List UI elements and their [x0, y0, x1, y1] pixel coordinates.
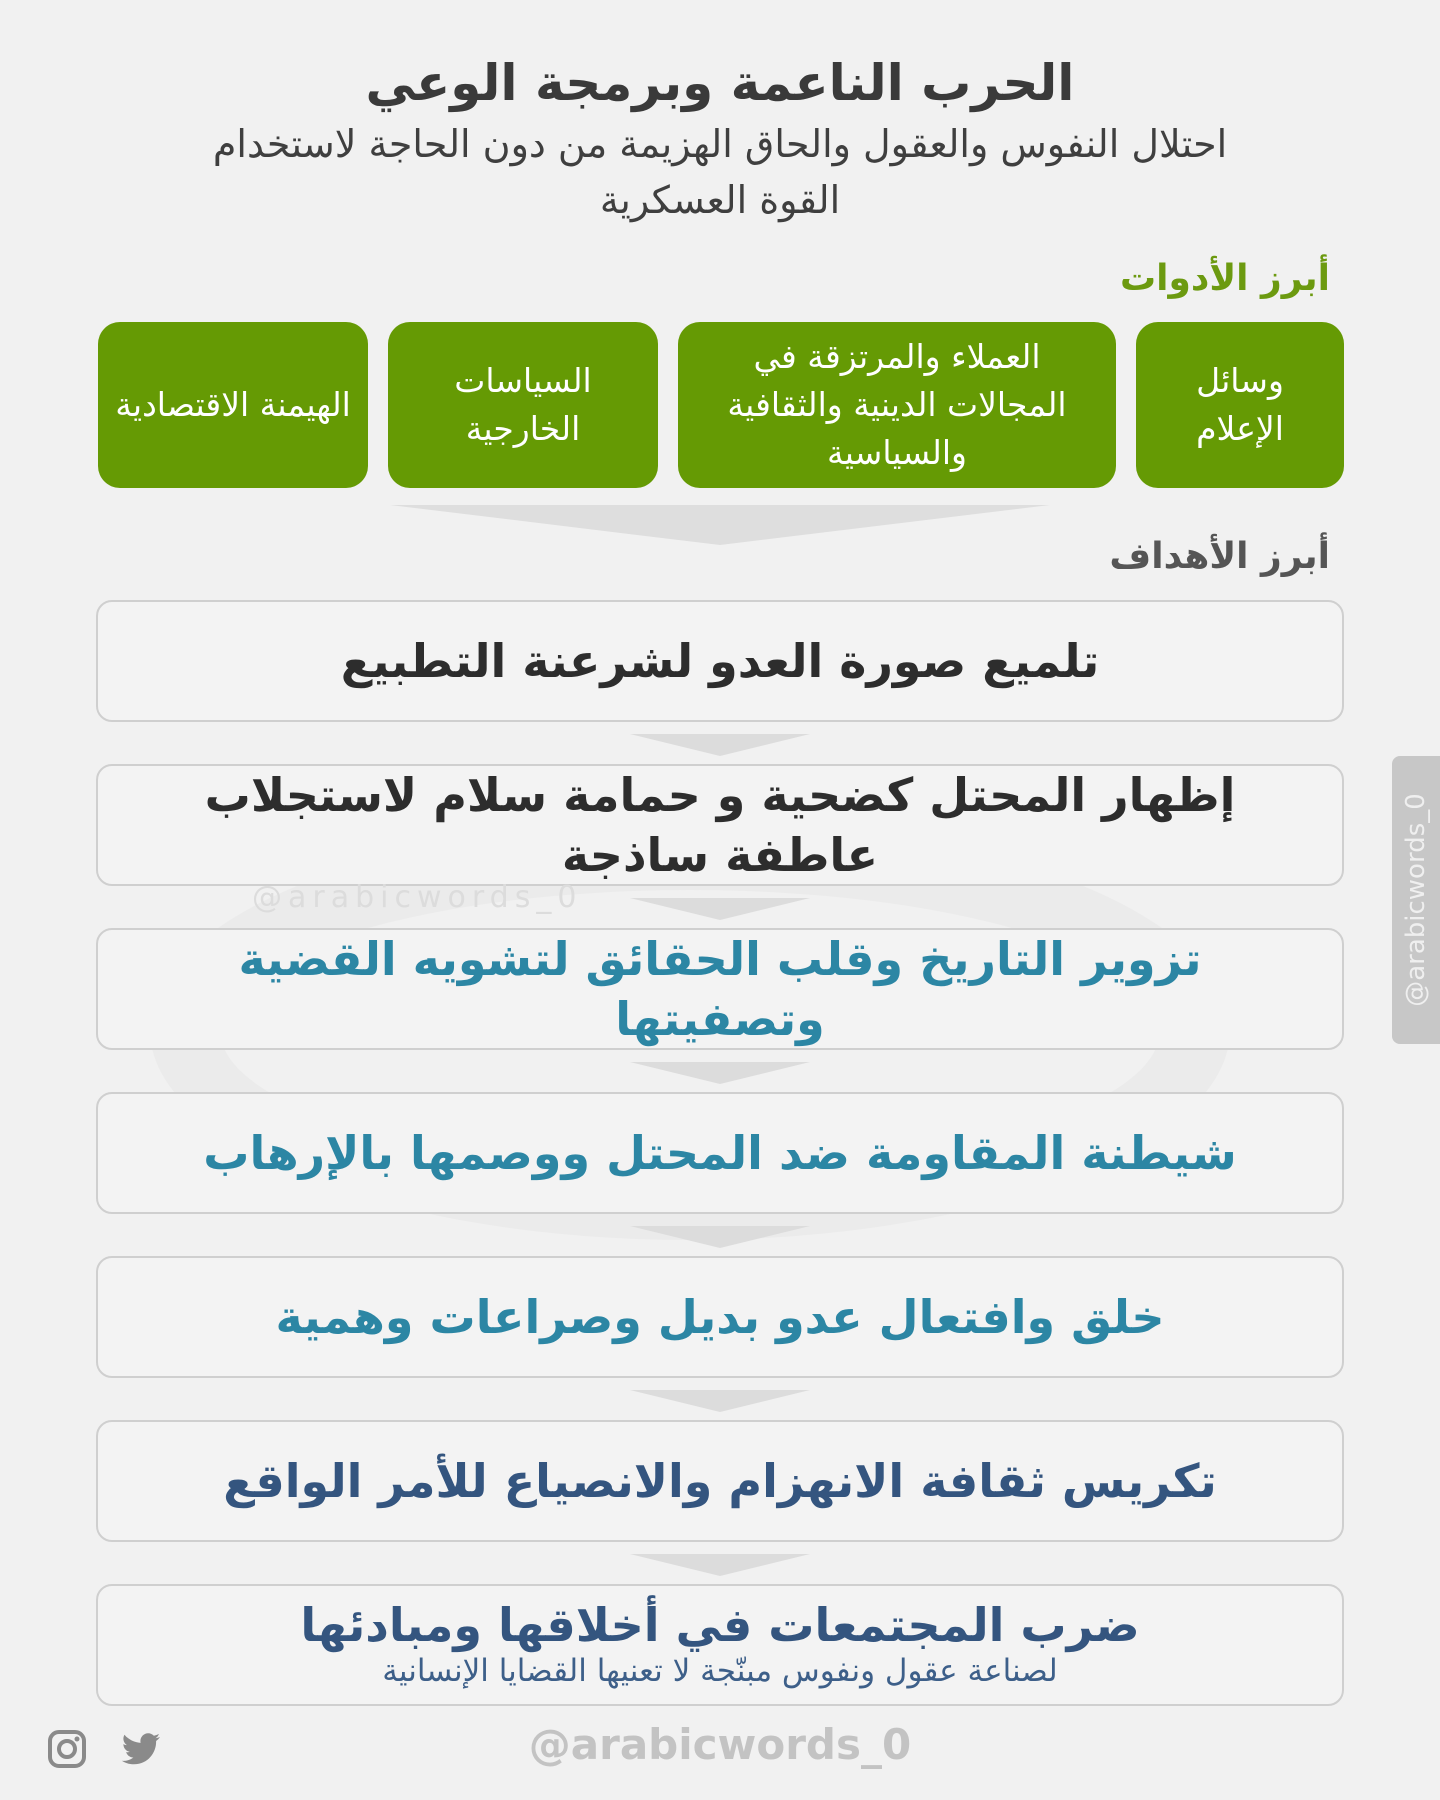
- goal-box-5: [96, 1256, 1344, 1378]
- tool-agents: العملاء والمرتزقة في المجالات الدينية والثقافية والسياسية: [678, 322, 1116, 488]
- goal-box-3: [96, 928, 1344, 1050]
- goal-box-1: [96, 600, 1344, 722]
- tools-to-goals-chevron: [390, 505, 1050, 545]
- twitter-icon[interactable]: [120, 1728, 162, 1770]
- tools-row: [96, 322, 1344, 488]
- goal-chevron-1: [630, 734, 810, 756]
- tools-section-label: أبرز الأدوات: [1119, 258, 1330, 299]
- tool-foreign-policy: السياسات الخارجية: [388, 322, 658, 488]
- tool-economic-dominance: الهيمنة الاقتصادية: [98, 322, 368, 488]
- middle-watermark: @arabicwords_0: [252, 880, 583, 915]
- side-watermark-text: @arabicwords_0: [1400, 793, 1431, 1007]
- tool-media: وسائل الإعلام: [1136, 322, 1344, 488]
- page-subtitle: احتلال النفوس والعقول والحاق الهزيمة من دون الحاجة لاستخدام القوة العسكرية: [212, 122, 1228, 222]
- goal-box-2: [96, 764, 1344, 886]
- goal-text-3: تزوير التاريخ وقلب الحقائق لتشويه القضية وتصفيتها: [238, 932, 1202, 1046]
- side-watermark-tab: [1392, 756, 1440, 1044]
- goal-chevron-5: [630, 1390, 810, 1412]
- goal-subtext-7: لصناعة عقول ونفوس مبنّجة لا تعنيها القضايا الإنسانية: [382, 1653, 1058, 1689]
- goal-box-4: [96, 1092, 1344, 1214]
- goal-text-2: إظهار المحتل كضحية و حمامة سلام لاستجلاب عاطفة ساذجة: [204, 768, 1236, 882]
- page-title: الحرب الناعمة وبرمجة الوعي: [365, 54, 1075, 112]
- goals-section-label: أبرز الأهداف: [1109, 536, 1330, 577]
- goal-text-6: تكريس ثقافة الانهزام والانصياع للأمر الواقع: [223, 1454, 1217, 1508]
- header: [0, 50, 1440, 228]
- goal-text-7: ضرب المجتمعات في أخلاقها ومبادئها: [300, 1598, 1140, 1652]
- goal-chevron-6: [630, 1554, 810, 1576]
- goal-text-1: تلميع صورة العدو لشرعنة التطبيع: [340, 634, 1100, 688]
- goal-box-6: [96, 1420, 1344, 1542]
- instagram-icon[interactable]: [46, 1728, 88, 1770]
- goal-text-4: شيطنة المقاومة ضد المحتل ووصمها بالإرهاب: [203, 1126, 1237, 1180]
- footer-handle: @arabicwords_0: [528, 1720, 912, 1769]
- goal-box-7: [96, 1584, 1344, 1706]
- goal-text-5: خلق وافتعال عدو بديل وصراعات وهمية: [275, 1290, 1165, 1344]
